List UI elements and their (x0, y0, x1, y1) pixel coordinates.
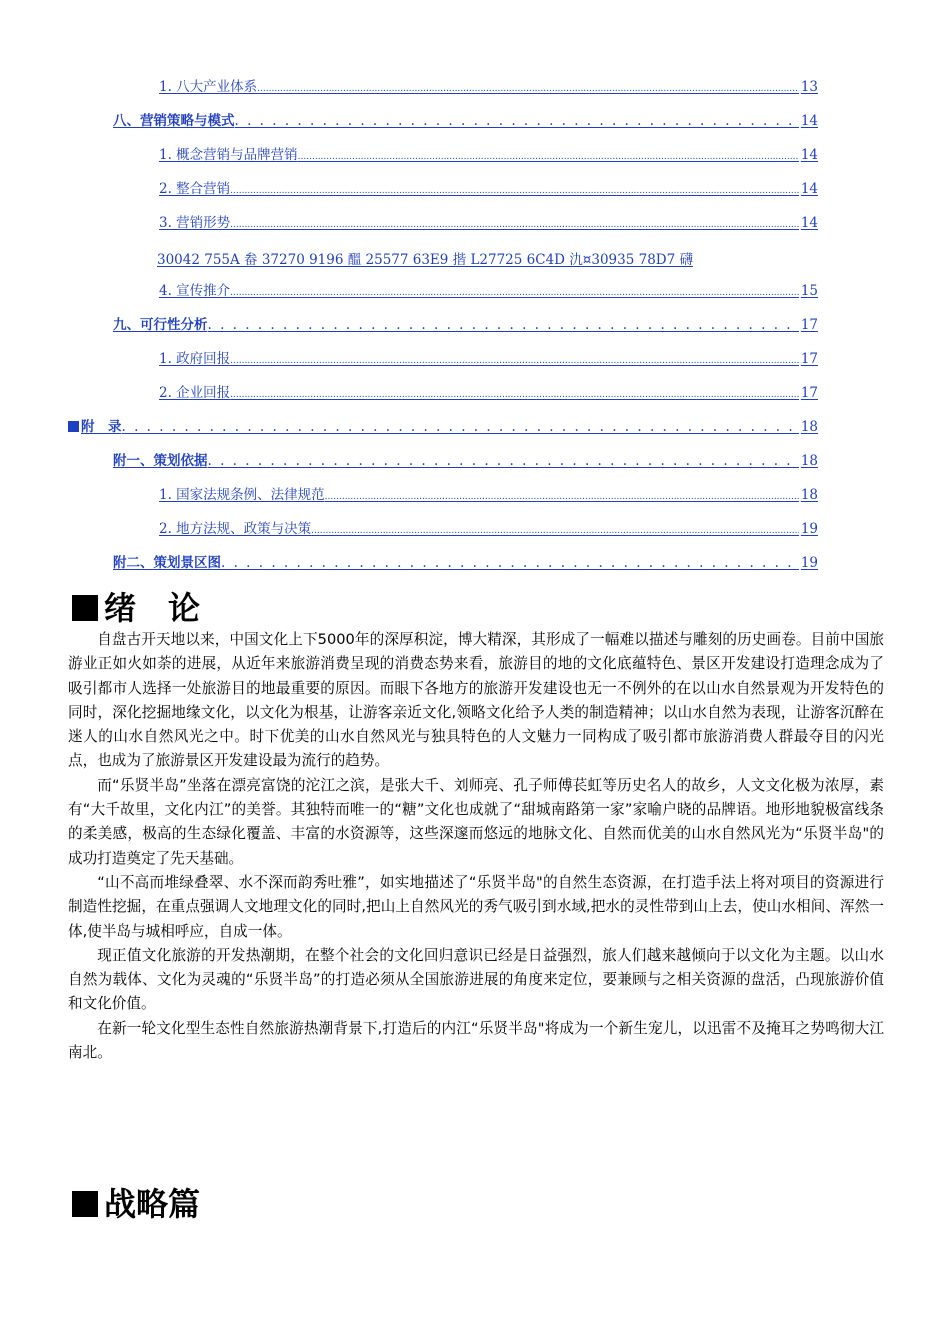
paragraph: 在新一轮文化型生态性自然旅游热潮背景下,打造后的内江“乐贤半岛"将成为一个新生宠儿，以迅雷不及掩耳之势鸣彻大江南北。 (68, 1019, 884, 1062)
section-heading-intro (72, 588, 200, 628)
toc-item-title: 2. 整合营销 (159, 181, 231, 197)
toc-item[interactable] (113, 554, 818, 572)
toc-item-title: 4. 宣传推介 (159, 283, 231, 299)
toc-item-page: 15 (800, 283, 818, 299)
paragraph: 现正值文化旅游的开发热潮期，在整个社会的文化回归意识已经是日益强烈，旅人们越来越倾向于以文化为主题。以山水自然为载体、文化为灵魂的“乐贤半岛”的打造必须从全国旅游进展的角度来定位，要兼顾与之相关资源的盘活，凸现旅游价值和文化价值。 (68, 946, 884, 1013)
toc-item-page: 13 (800, 79, 818, 95)
toc-item-title: 1. 概念营销与品牌营销 (159, 147, 298, 163)
toc-item-page: 17 (800, 351, 818, 367)
toc-leader (311, 520, 799, 540)
paragraph: “山不高而堆绿叠翠、水不深而韵秀吐雅”，如实地描述了“乐贤半岛"的自然生态资源，在打造手法上将对项目的资源进行制造性挖掘，在重点强调人文地理文化的同时,把山上自然风光的秀气吸引到水域,把水的灵性带到山上去，使山水相间、浑然一体,使半岛与城相呼应，自成一体。 (68, 873, 884, 940)
paragraph: 自盘古开天地以来，中国文化上下5000年的深厚积淀，博大精深，其形成了一幅难以描述与雕刻的历史画卷。目前中国旅游业正如火如荼的进展，从近年来旅游消费呈现的消费态势来看，旅游目的地的文化底蕴特色、景区开发建设打造理念成为了吸引都市人选择一处旅游目的地最重要的原因。而眼下各地方的旅游开发建设也无一不例外的在以山水自然景观为开发特色的同时，深化挖掘地缘文化，以文化为根基，让游客亲近文化,领略文化给予人类的制造精神；以山水自然为表现，让游客沉醉在迷人的山水自然风光之中。时下优美的山水自然风光与独具特色的人文魅力一同构成了吸引都市旅游消费人群最夺目的闪光点，也成为了旅游景区开发建设最为流行的趋势。 (68, 631, 884, 770)
section-heading-text: 战略篇 (104, 1185, 201, 1223)
toc-item-title: 1. 政府回报 (159, 351, 231, 367)
square-bullet-icon (68, 421, 79, 432)
toc-item[interactable] (159, 282, 818, 302)
intro-body (68, 628, 884, 1065)
toc-item[interactable] (113, 452, 818, 470)
toc-item-title: 1. 国家法规条例、法律规范 (159, 487, 325, 503)
toc-leader (230, 350, 799, 370)
toc-item-title: 2. 地方法规、政策与决策 (159, 521, 312, 537)
toc-item-title: 八、营销策略与模式 (113, 113, 235, 129)
toc-leader (122, 418, 799, 436)
toc-leader (298, 146, 799, 166)
square-bullet-icon (72, 595, 98, 621)
toc-item-title: 3. 营销形势 (159, 215, 231, 231)
toc-item[interactable] (159, 146, 818, 166)
toc-leader (235, 112, 799, 130)
toc-item-page: 17 (800, 385, 818, 401)
toc-leader (208, 452, 799, 470)
toc-item-page: 14 (800, 181, 818, 197)
toc-item-title: 附二、策划景区图 (113, 555, 221, 571)
toc-leader (325, 486, 799, 506)
toc-item-title: 1. 八大产业体系 (159, 79, 258, 95)
toc-item-title-text: 附 录 (81, 419, 122, 435)
toc-item[interactable] (159, 180, 818, 200)
toc-item-page: 19 (800, 521, 818, 537)
toc-item-page: 14 (800, 113, 818, 129)
toc-item-page: 18 (800, 487, 818, 503)
toc-item-title: 2. 企业回报 (159, 385, 231, 401)
toc-item[interactable] (159, 520, 818, 540)
paragraph: 而“乐贤半岛”坐落在漂亮富饶的沱江之滨，是张大千、刘师亮、孔子师傅苌虹等历史名人的故乡，人文文化极为浓厚，素有“大千故里，文化内江”的美誉。其独特而唯一的“糖”文化也成就了“甜城南路第一家”家喻户晓的品牌语。地形地貌极富线条的柔美感，极高的生态绿化覆盖、丰富的水资源等，这些深邃而悠远的地脉文化、自然而优美的山水自然风光为“乐贤半岛"的成功打造奠定了先天基础。 (68, 776, 884, 867)
toc-garbled-line: 30042 755A 畚 37270 9196 醞 25577 63E9 揩 L27725 6C4D 氿¤30935 78D7 礴 (157, 252, 693, 268)
toc-item[interactable] (159, 350, 818, 370)
toc-leader (230, 214, 799, 234)
toc-leader (221, 554, 799, 572)
toc-item-title: 附一、策划依据 (113, 453, 208, 469)
toc-item[interactable] (68, 418, 818, 436)
toc-leader (257, 78, 799, 98)
toc-item-title (68, 418, 122, 436)
toc-item[interactable] (159, 384, 818, 404)
toc-item-title: 九、可行性分析 (113, 317, 208, 333)
toc-item-page: 14 (800, 215, 818, 231)
toc-item-page: 14 (800, 147, 818, 163)
toc-leader (208, 316, 799, 334)
toc-item-page: 18 (800, 419, 818, 435)
toc-item[interactable] (113, 316, 818, 334)
toc-leader (230, 282, 799, 302)
toc-item-page: 19 (800, 555, 818, 571)
section-heading-text: 绪 论 (104, 589, 201, 627)
square-bullet-icon (72, 1191, 98, 1217)
toc-item[interactable] (159, 78, 818, 98)
toc-item[interactable] (159, 486, 818, 506)
toc-leader (230, 384, 799, 404)
toc-item-page: 17 (800, 317, 818, 333)
toc-item-page: 18 (800, 453, 818, 469)
toc-leader (230, 180, 799, 200)
section-heading-strategy (72, 1184, 200, 1224)
toc-item[interactable] (159, 214, 818, 234)
toc-item[interactable] (113, 112, 818, 130)
